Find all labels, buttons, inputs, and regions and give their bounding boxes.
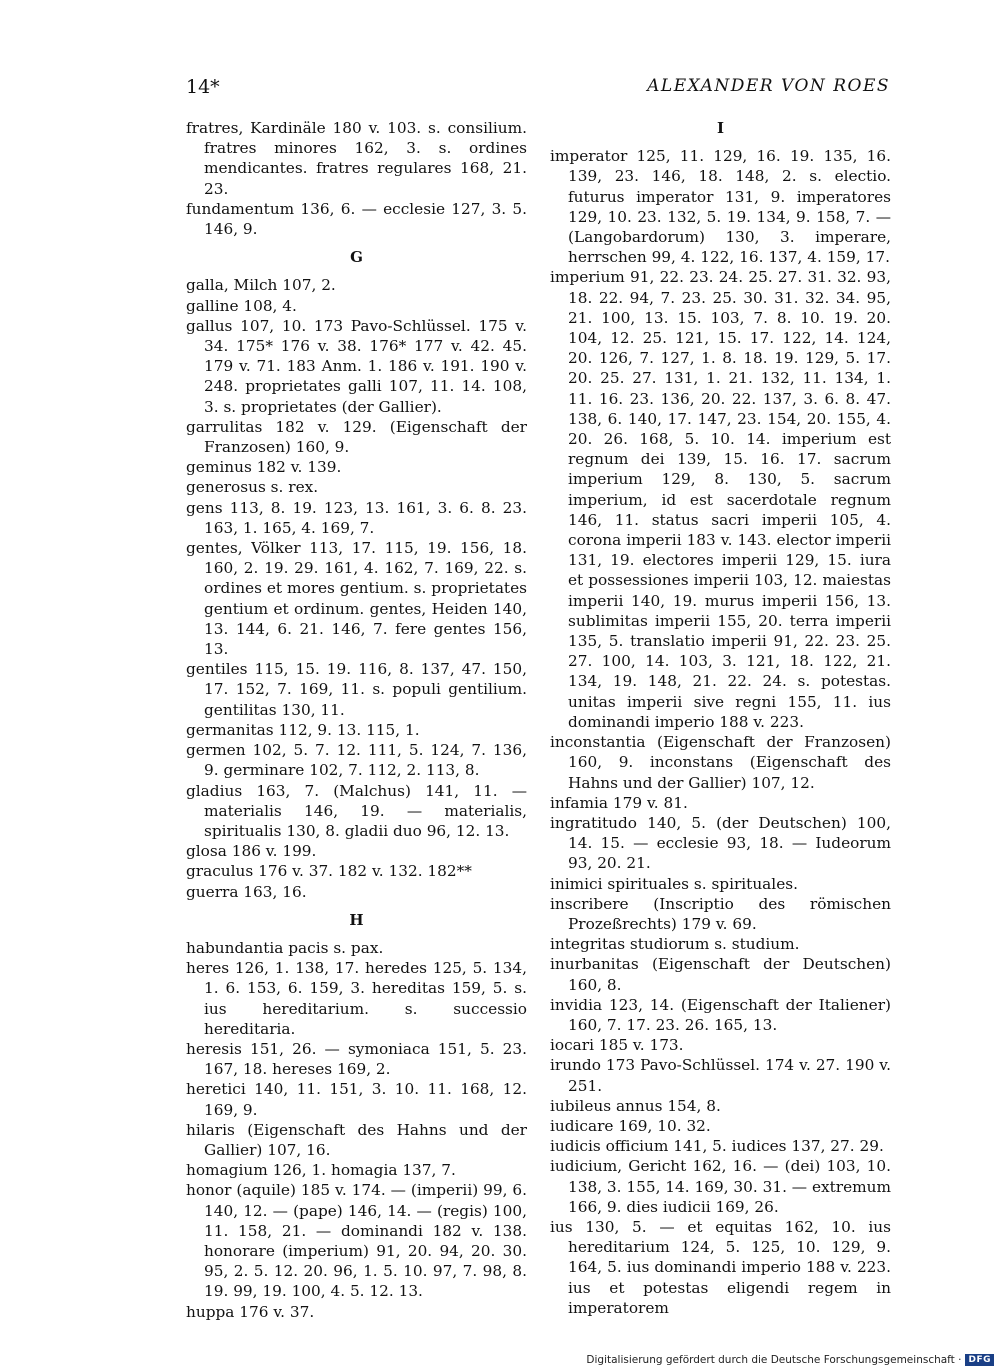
index-entry: guerra 163, 16.: [186, 882, 307, 901]
index-column-right: [550, 118, 891, 1318]
section-letter: G: [350, 248, 363, 267]
footer-credit: Digitalisierung gefördert durch die Deutsche Forschungsgemeinschaft ·: [586, 1354, 962, 1366]
index-column-left: [186, 118, 527, 1322]
index-entry: iubileus annus 154, 8.: [550, 1096, 721, 1115]
section-letter: H: [349, 910, 364, 929]
index-entry: heresis 151, 26. — symoniaca 151, 5. 23. 167, 18. hereses 169, 2.: [186, 1039, 527, 1079]
footer: [586, 1354, 994, 1366]
index-entry: ius 130, 5. — et equitas 162, 10. ius hereditarium 124, 5. 125, 10. 129, 9. 164, 5. ius dominandi imperio 188 v. 223. ius et potestas eligendi regem in imperatorem: [550, 1217, 891, 1317]
index-entry: honor (aquile) 185 v. 174. — (imperii) 99, 6. 140, 12. — (pape) 146, 14. — (regis) 100, 11. 158, 21. — dominandi 182 v. 138. honorare (imperium) 91, 20. 94, 20. 30. 95, 2. 5. 12. 20. 96, 1. 5. 10. 97, 7. 98, 8. 19. 99, 19. 100, 4. 5. 12. 13.: [186, 1181, 527, 1301]
index-entry: fratres, Kardinäle 180 v. 103. s. consilium. fratres minores 162, 3. s. ordines mendicantes. fratres regulares 168, 21. 23.: [186, 119, 527, 198]
index-entry: galline 108, 4.: [186, 296, 297, 315]
index-entry: heretici 140, 11. 151, 3. 10. 11. 168, 12. 169, 9.: [186, 1080, 527, 1119]
index-entry: hilaris (Eigenschaft des Hahns und der Gallier) 107, 16.: [186, 1120, 527, 1159]
index-entry: gens 113, 8. 19. 123, 13. 161, 3. 6. 8. 23. 163, 1. 165, 4. 169, 7.: [186, 498, 527, 537]
index-entry: inurbanitas (Eigenschaft der Deutschen) 160, 8.: [550, 955, 891, 994]
index-entry: ingratitudo 140, 5. (der Deutschen) 100, 14. 15. — ecclesie 93, 18. — Iudeorum 93, 20. 21.: [550, 813, 891, 873]
index-entry: heres 126, 1. 138, 17. heredes 125, 5. 134, 1. 6. 153, 6. 159, 3. hereditas 159, 5. s. ius hereditarium. s. successio hereditaria.: [186, 959, 527, 1038]
index-entry: germanitas 112, 9. 13. 115, 1.: [186, 720, 420, 739]
page-header: [186, 76, 890, 100]
index-entry: inconstantia (Eigenschaft der Franzosen) 160, 9. inconstans (Eigenschaft des Hahns und der Gallier) 107, 12.: [550, 733, 891, 792]
index-entry: invidia 123, 14. (Eigenschaft der Italiener) 160, 7. 17. 23. 26. 165, 13.: [550, 995, 891, 1034]
index-entry: inscribere (Inscriptio des römischen Prozeßrechts) 179 v. 69.: [550, 894, 891, 933]
index-entry: integritas studiorum s. studium.: [550, 935, 800, 954]
index-entry: iudicium, Gericht 162, 16. — (dei) 103, 10. 138, 3. 155, 14. 169, 30. 31. — extremum 166, 9. dies iudicii 169, 26.: [550, 1157, 892, 1216]
index-entry: imperator 125, 11. 129, 16. 19. 135, 16. 139, 23. 146, 18. 148, 2. s. electio. futurus imperator 131, 9. imperatores 129, 10. 23. 132, 5. 19. 134, 9. 158, 7. — (Langobardorum) 130, 3. imperare, herrschen 99, 4. 122, 16. 137, 4. 159, 17.: [550, 147, 891, 267]
index-entry: gallus 107, 10. 173 Pavo-Schlüssel. 175 v. 34. 175* 176 v. 38. 176* 177 v. 42. 45. 179 v. 71. 183 Anm. 1. 186 v. 191. 190 v. 248. proprietates galli 107, 11. 14. 108, 3. s. proprietates (der Gallier).: [186, 316, 527, 416]
dfg-logo: DFG: [965, 1354, 994, 1366]
index-entry: glosa 186 v. 199.: [186, 842, 317, 861]
index-entry: huppa 176 v. 37.: [186, 1302, 315, 1321]
index-entry: irundo 173 Pavo-Schlüssel. 174 v. 27. 190 v. 251.: [550, 1056, 891, 1095]
index-entry: fundamentum 136, 6. — ecclesie 127, 3. 5. 146, 9.: [186, 199, 527, 239]
running-title: ALEXANDER VON ROES: [647, 76, 890, 96]
index-entry: gentes, Völker 113, 17. 115, 19. 156, 18. 160, 2. 19. 29. 161, 4. 162, 7. 169, 22. s. ordines et mores gentium. s. proprietates gentium et ordinum. gentes, Heiden 140, 13. 144, 6. 21. 146, 7. fere gentes 156, 13.: [186, 539, 527, 659]
index-entry: iudicare 169, 10. 32.: [550, 1116, 711, 1135]
index-entry: germen 102, 5. 7. 12. 111, 5. 124, 7. 136, 9. germinare 102, 7. 112, 2. 113, 8.: [186, 741, 527, 780]
page-number: 14*: [186, 76, 220, 98]
index-entry: galla, Milch 107, 2.: [186, 276, 336, 295]
index-entry: imperium 91, 22. 23. 24. 25. 27. 31. 32. 93, 18. 22. 94, 7. 23. 25. 30. 31. 32. 34. 95, 21. 100, 13. 15. 103, 7. 8. 10. 19. 20. 104, 12. 25. 121, 15. 17. 122, 14. 124, 20. 126, 7. 127, 1. 8. 18. 19. 129, 5. 17. 20. 25. 27. 131, 1. 21. 132, 11. 134, 1. 11. 16. 23. 136, 20. 22. 137, 3. 6. 8. 47. 138, 6. 140, 17. 147, 23. 154, 20. 155, 4. 20. 26. 168, 5. 10. 14. imperium est regnum dei 139, 15. 16. 17. sacrum imperium 129, 8. 130, 5. sacrum imperium, id est sacerdotale regnum 146, 11. status sacri imperii 105, 4. corona imperii 183 v. 143. elector imperii 131, 19. electores imperii 129, 15. iura et possessiones imperii 103, 12. maiestas imperii 140, 19. murus imperii 156, 13. sublimitas imperii 155, 20. terra imperii 135, 5. translatio imperii 91, 22. 23. 25. 27. 100, 14. 103, 3. 121, 18. 122, 21. 134, 19. 148, 21. 22. 24. s. potestas. unitas imperii sive regni 155, 11. ius dominandi imperio 188 v. 223.: [550, 268, 891, 731]
index-entry: inimici spirituales s. spirituales.: [550, 874, 798, 893]
index-entry: infamia 179 v. 81.: [550, 793, 688, 812]
index-entry: habundantia pacis s. pax.: [186, 938, 384, 957]
section-letter: I: [716, 119, 725, 137]
index-entry: geminus 182 v. 139.: [186, 458, 342, 477]
index-entry: homagium 126, 1. homagia 137, 7.: [186, 1161, 456, 1180]
index-entry: generosus s. rex.: [186, 478, 319, 497]
index-entry: garrulitas 182 v. 129. (Eigenschaft der Franzosen) 160, 9.: [186, 417, 527, 457]
index-entry: iudicis officium 141, 5. iudices 137, 27. 29.: [550, 1137, 884, 1156]
index-entry: gentiles 115, 15. 19. 116, 8. 137, 47. 150, 17. 152, 7. 169, 11. s. populi gentilium. gentilitas 130, 11.: [186, 660, 527, 719]
index-entry: gladius 163, 7. (Malchus) 141, 11. — materialis 146, 19. — materialis, spiritualis 130, 8. gladii duo 96, 12. 13.: [186, 781, 527, 840]
index-entry: iocari 185 v. 173.: [550, 1036, 684, 1055]
index-entry: graculus 176 v. 37. 182 v. 132. 182**: [186, 862, 472, 881]
